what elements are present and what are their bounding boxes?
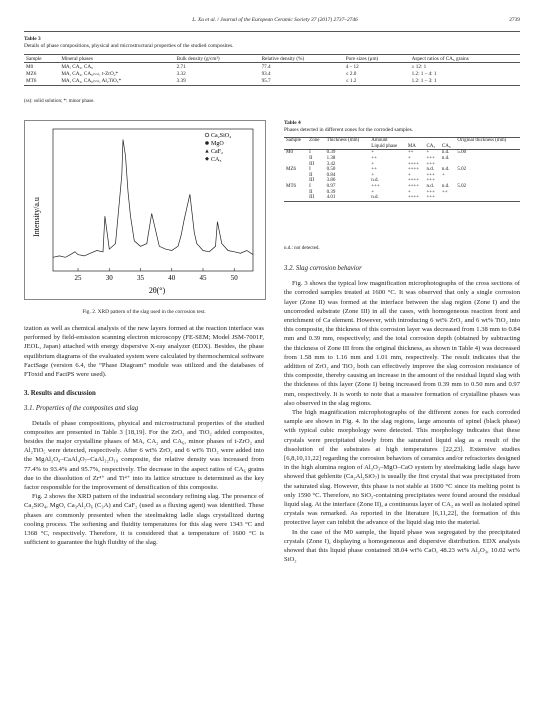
table3-caption: Details of phase compositions, physical and microstructural properties of the studied composites. [24, 43, 234, 49]
table-cell: 1.38 [326, 156, 336, 162]
table-cell: 0.50 [326, 167, 336, 173]
table-cell: n.d. [426, 167, 434, 173]
section-heading: 3. Results and discussion [24, 390, 96, 398]
table-cell: M0 [26, 63, 34, 70]
left-column [24, 324, 264, 547]
figure2-frame [24, 120, 266, 300]
legend-marker-dot-icon [205, 141, 209, 145]
table-row [24, 63, 520, 71]
table-cell: 0.97 [326, 184, 336, 190]
paragraph: The high magnification microphotographs of the different zones for each corroded sample are shown in Fig. 4. In the slag regions, large amounts of spinel (black phase) with typical cubic morphology were detected. This morphology indicates that these crystals were precipitated slowly from the saturated liquid slag as a result of the dissolution of the substrates at high temperatures [22,23]. Extensive studies [6,8,10,11,22] regarding the corrosion behaviors of ceramics and/or refractories designed in the high alumina region of Al₂O₃–MgO–CaO system by steelmaking ladle slags have showed that gehlenite (Ca₂Al₂SiO₇) is usually the first crystal that was precipitated from the saturated slag. However, this phase is not stable at 1600 °C since its melting point is only 1590 °C. Therefore, no SiO₂-containing precipitates were found around the residual liquid slag. At the interface (Zone II), a continuous layer of CA₂ as well as isolated spinel crystals was remarked. As reported in the literature [6,11,22], the formation of this protective layer can inhibit the advance of the liquid slag into the material. [284, 409, 520, 527]
table-cell: I [309, 167, 311, 173]
table-cell: +++ [371, 184, 380, 190]
table-cell: +++ [426, 178, 435, 184]
table-cell: III [307, 195, 324, 201]
table-cell: I [309, 150, 311, 156]
table-cell: MT6 [286, 184, 296, 190]
x-tick-label: 25 [74, 274, 82, 282]
paragraph: Details of phase compositions, physical and microstructural properties of the studied composites are presented in Table 3 [18,19]. For the ZrO₂ and TiO₂ added composites, besides the major crystalline phases of MA, CA₂ and CA₆, minor phases of t-ZrO₂ and Al₂TiO₅ were detected, respectively. After 6 wt% ZrO₂ and 6 wt% TiO₂ were added into the MgAl₂O₄–CaAl₄O₇–CaAl₁₂O₁₉ composite, the relative density was increased from 77.4% to 93.4% and 95.7%, respectively. The decrease in the aspect ratios of CA₆ grains due to the dissolution of Zr⁴⁺ and Ti⁴⁺ into its lattice structure is determined as the key factor responsible for the improvement of densification of this composite. [24, 419, 264, 492]
table-cell: ++++ [407, 178, 420, 184]
table-cell: 3.86 [326, 178, 336, 184]
table-cell: MZ6 [26, 70, 37, 77]
table-cell: ≤ 2.0 [345, 70, 357, 77]
table-cell: II [309, 172, 313, 178]
table3-footnote: (ss): solid solution; *: minor phase. [24, 99, 95, 104]
table-cell: 0.84 [326, 172, 336, 178]
x-tick-label: 30 [105, 274, 113, 282]
table4-col-zone: Zone [307, 138, 324, 144]
table-cell: MA, CA₂, CA₆₍ₛₛ₎, t-ZrO₂* [61, 70, 119, 77]
page-number: 2739 [509, 17, 520, 23]
table-cell: 77.4 [261, 63, 271, 70]
legend-mgo: MgO [211, 141, 224, 147]
table-cell: 3.42 [326, 161, 336, 167]
table4-col-original: Original thickness (mm) [455, 138, 520, 144]
legend-caf2: CaF₂ [211, 149, 224, 155]
legend-ca3: CA₃ [211, 157, 222, 163]
table-cell: +++ [424, 195, 439, 201]
table-cell: MZ6 [286, 167, 296, 173]
subsection-heading: 3.2. Slag corrosion behavior [284, 265, 362, 272]
table-cell: 5.00 [457, 150, 467, 156]
table-cell: 0.39 [326, 189, 336, 195]
table3-col-phases: Mineral phases [59, 55, 174, 63]
table-cell: 5.02 [457, 184, 467, 190]
x-axis-label: 2θ(°) [148, 286, 166, 295]
running-header [0, 17, 544, 29]
table-cell: 1.2: 1 – 3: 1 [410, 78, 520, 86]
legend-marker-triangle-icon [205, 149, 208, 152]
table4-caption: Phases detected in different zones for the corroded samples. [284, 127, 414, 133]
y-axis-label: Intensity/a.u [32, 197, 41, 237]
xrd-series-line [53, 140, 253, 258]
table-row [24, 78, 520, 86]
table4-sub-ca2: CA₂ [424, 144, 439, 150]
table-cell: 5.02 [457, 167, 467, 173]
table3-col-bulk: Bulk density (g/cm³) [175, 55, 260, 63]
table-cell: + [371, 189, 375, 195]
table-cell: n.d. [371, 178, 379, 184]
header-rule [24, 31, 520, 32]
table-cell: n.d. [426, 184, 434, 190]
right-column [284, 264, 520, 565]
table-cell [284, 195, 307, 201]
legend-ca2sio4: Ca₂SiO₄ [211, 133, 232, 139]
table3-col-pores: Pore sizes (μm) [344, 55, 410, 63]
table-cell: II [309, 189, 313, 195]
table3-title: Table 3 [24, 36, 41, 42]
table4-col-amount: Amount [369, 138, 455, 144]
table-cell: MT6 [24, 78, 59, 86]
table-cell: n.d. [441, 156, 450, 162]
x-tick-label: 50 [230, 274, 238, 282]
table-cell: ++ [407, 150, 414, 156]
chart-legend [205, 133, 231, 163]
table3-col-relative: Relative density (%) [260, 55, 344, 63]
table-cell: + [371, 150, 375, 156]
table-cell: n.d. [441, 150, 450, 156]
table-cell: M0 [286, 150, 293, 156]
table-cell: n.d. [369, 195, 406, 201]
table4-sub-ca6: CA₆ [440, 144, 455, 150]
table-row [24, 70, 520, 77]
table-cell: MA, CA₂, CA₆₍ₛₛ₎, Al₂TiO₅* [59, 78, 174, 86]
table-cell: MA, CA₂, CA₆ [61, 63, 93, 70]
x-tick-label: 45 [199, 274, 207, 282]
table-cell: n.d. [441, 167, 450, 173]
table-cell: 93.4 [261, 70, 271, 77]
table3 [24, 54, 520, 86]
x-tick-label: 35 [137, 274, 144, 282]
table-cell [440, 195, 455, 201]
table-cell: I [309, 184, 311, 190]
table-cell: +++ [426, 161, 435, 167]
table4-title: Table 4 [284, 120, 301, 126]
xrd-chart [25, 121, 265, 299]
table-cell: + [371, 161, 375, 167]
table4-col-sample: Sample [284, 138, 307, 144]
x-tick-label: 40 [168, 274, 176, 282]
table-cell: ++ [371, 167, 377, 173]
table-cell: III [309, 161, 315, 167]
table3-col-sample: Sample [24, 55, 59, 63]
table-cell: ++++ [407, 184, 420, 190]
table-cell: II [309, 156, 313, 162]
table-cell: 1.2: 1 – 4: 1 [411, 70, 437, 77]
paragraph: Fig. 3 shows the typical low magnification microphotographs of the cross sections of the corroded samples treated at 1600 °C. It was observed that only a single corrosion layer (Zone II) was formed at the interface between the slag region (Zone I) and the uncorroded substrate (Zone III) in all the cases, with homogeneous reaction front and enrichment of Ca element. However, with introducing 6 wt% ZrO₂ and 6 wt% TiO₂ into this composite, the thickness of this corrosion layer was decreased from 1.38 mm to 0.84 mm and 0.39 mm, respectively; and the total corrosion depth (obtained by subtracting the thickness of Zone III from the original thickness, as shown in Table 4) was decreased from 1.58 mm to 1.16 mm and 1.01 mm, respectively. The result indicates that the addition of ZrO₂ and TiO₂ both can effectively improve the slag corrosion resistance of this composite, thereby causing an increase in the amount of the residual liquid slag with the thickness of this layer (Zone I) being increased from 0.39 mm to 0.50 mm and 0.97 mm, respectively. It is worth to note that a massive formation of crystalline phases was also observed in the slag regions. [284, 280, 520, 407]
table-cell: ++ [371, 156, 377, 162]
table-cell: 95.7 [260, 78, 344, 86]
table4-sub-ma: MA [406, 144, 425, 150]
table-cell: n.d. [441, 184, 450, 190]
table-cell: + [407, 172, 411, 178]
table-cell: +++ [426, 172, 435, 178]
table-cell: + [407, 156, 411, 162]
table-cell: + [407, 189, 411, 195]
journal-citation: L. Xu et al. / Journal of the European Ceramic Society 37 (2017) 2737–2746 [192, 17, 358, 23]
paragraph: ization as well as chemical analysis of the new layers formed at the reaction interface was performed by field-emission scanning electron microscopy (FE-SEM; Model JSM-7001F, JEOL, Japan) attached with energy dispersive X-ray analyzer (EDX). Besides, the phase equilibrium diagrams of the evaluated system were calculated by thermochemical software FactSage (version 6.4, the “Phase Diagram” module was utilized and the databases of FToxid and FactPS were used). [24, 325, 264, 379]
table4-sub-liquid: Liquid phase [369, 144, 406, 150]
table-cell: III [309, 178, 315, 184]
table-row [284, 195, 520, 201]
table4-footnote: n.d.: not detected. [284, 246, 320, 251]
figure2-caption: Fig. 2. XRD pattern of the slag used in the corrosion test. [82, 309, 206, 315]
legend-marker-diamond-icon [205, 157, 209, 161]
table-cell: 4 – 12 [345, 63, 359, 70]
table-cell: + [371, 172, 375, 178]
table-cell: + [441, 172, 445, 178]
table-cell: ++++ [406, 195, 425, 201]
table-cell: ++ [441, 189, 448, 195]
table3-col-aspect: Aspect ratios of CA₆ grains [410, 55, 520, 63]
table-cell [455, 195, 520, 201]
table-cell: 3.39 [175, 78, 260, 86]
table-cell: + [426, 150, 430, 156]
table-cell: +++ [426, 156, 435, 162]
table-cell: ++++ [407, 161, 420, 167]
table-cell: +++ [426, 189, 435, 195]
table-cell: 4.01 [325, 195, 370, 201]
table4-col-thickness: Thickness (mm) [325, 138, 370, 144]
table-cell: ≥ 12: 1 [411, 63, 427, 70]
table4 [284, 137, 520, 202]
table-cell: 2.71 [176, 63, 186, 70]
paragraph: In the case of the M0 sample, the liquid phase was segregated by the precipitated crystals (Zone I), displaying a homogeneous and dispersive distribution. EDX analysis showed that this liquid phase contained 38.04 wt% CaO, 48.23 wt% Al₂O₃, 10.02 wt% SiO₂ [284, 528, 520, 564]
table-cell: ≤ 1.2 [344, 78, 410, 86]
table-cell: 0.39 [326, 150, 336, 156]
table-cell: ++++ [407, 167, 420, 173]
paragraph: Fig. 2 shows the XRD pattern of the industrial secondary refining slag. The presence of Ca₂SiO₄, MgO, Ca₃Al₂O₆ (C₃A) and CaF₂ (used as a fluxing agent) was identified. These phases are commonly presented when the steelmaking ladle slags crystallized during cooling process. The softening and fluidity temperatures for this slag were 1343 °C and 1368 °C, respectively. Therefore, it is considered that a temperature of 1600 °C is sufficient to guarantee the high fluidity of the slag. [24, 493, 264, 547]
table-cell: 3.32 [176, 70, 186, 77]
legend-marker-circle-icon [205, 133, 209, 137]
subsection-heading: 3.1. Properties of the composites and slag [24, 405, 139, 413]
